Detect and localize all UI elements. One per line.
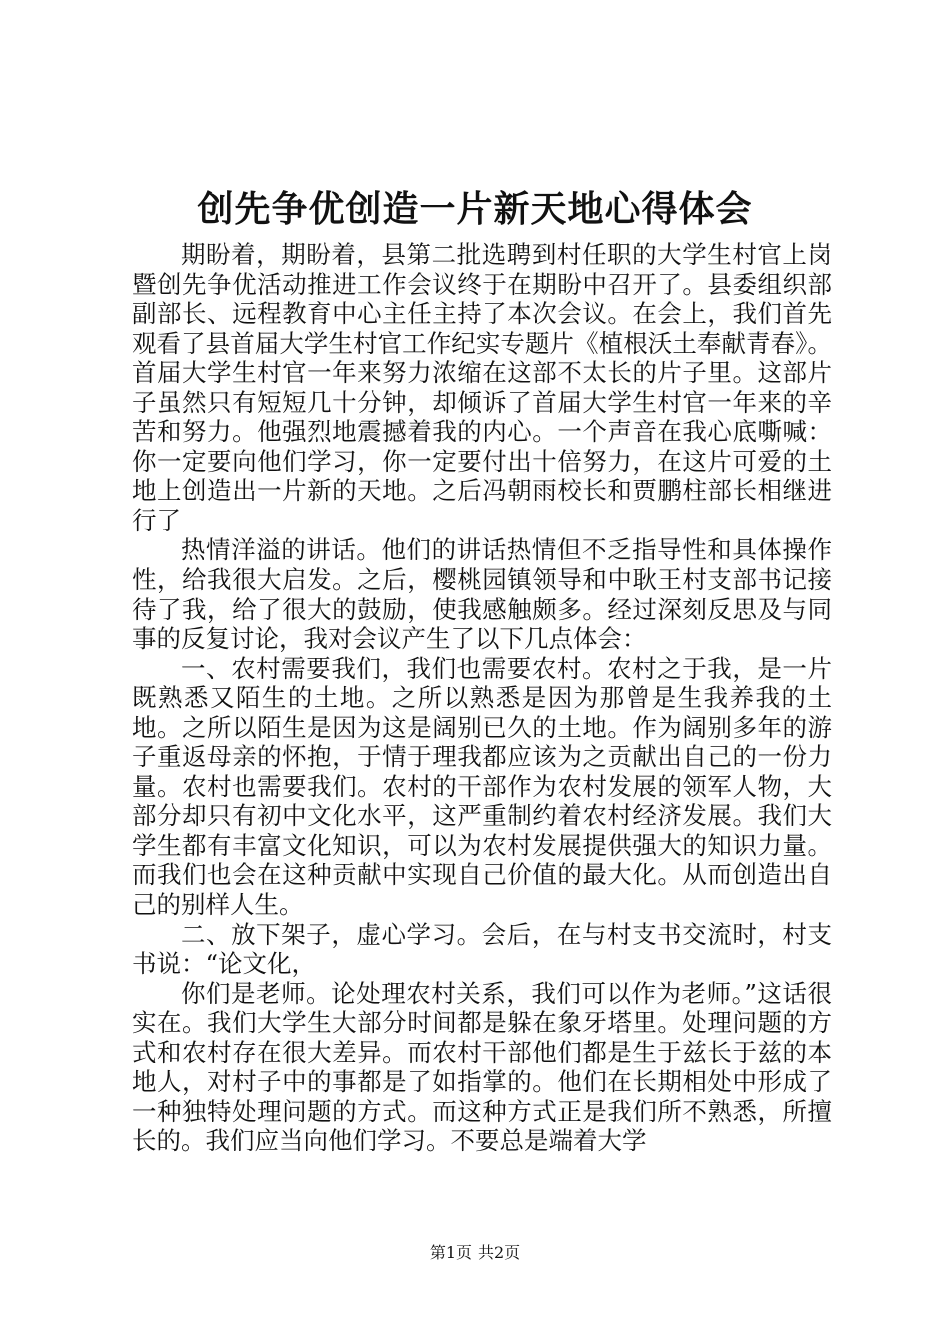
paragraph: 你们是老师。论处理农村关系，我们可以作为老师。”这话很实在。我们大学生大部分时间都是躲在象牙塔里。处理问题的方式和农村存在很大差异。而农村干部他们都是生于兹长于兹的本地人，对村子中的事都是了如指掌的。他们在长期相处中形成了一种独特处理问题的方式。而这种方式正是我们所不熟悉，所擅长的。我们应当向他们学习。不要总是端着大学 <box>132 978 832 1156</box>
page-total: 共2页 <box>478 1243 521 1262</box>
paragraph: 一、农村需要我们，我们也需要农村。农村之于我，是一片既熟悉又陌生的土地。之所以熟悉是因为那曾是生我养我的土地。之所以陌生是因为这是阔别已久的土地。作为阔别多年的游子重返母亲的怀抱，于情于理我都应该为之贡献出自己的一份力量。农村也需要我们。农村的干部作为农村发展的领军人物，大部分却只有初中文化水平，这严重制约着农村经济发展。我们大学生都有丰富文化知识，可以为农村发展提供强大的知识力量。而我们也会在这种贡献中实现自己价值的最大化。从而创造出自己的别样人生。 <box>132 653 832 920</box>
paragraph: 二、放下架子，虚心学习。会后，在与村支书交流时，村支书说：“论文化， <box>132 919 832 979</box>
page-number: 第1页 <box>429 1243 472 1262</box>
paragraph: 期盼着，期盼着，县第二批选聘到村任职的大学生村官上岗暨创先争优活动推进工作会议终于在期盼中召开了。县委组织部副部长、远程教育中心主任主持了本次会议。在会上，我们首先观看了县首届大学生村官工作纪实专题片《植根沃土奉献青春》。首届大学生村官一年来努力浓缩在这部不太长的片子里。这部片子虽然只有短短几十分钟，却倾诉了首届大学生村官一年来的辛苦和努力。他强烈地震撼着我的内心。一个声音在我心底嘶喊：你一定要向他们学习，你一定要付出十倍努力，在这片可爱的土地上创造出一片新的天地。之后冯朝雨校长和贾鹏柱部长相继进行了 <box>132 240 832 535</box>
document-title: 创先争优创造一片新天地心得体会 <box>197 188 753 230</box>
paragraph: 热情洋溢的讲话。他们的讲话热情但不乏指导性和具体操作性，给我很大启发。之后，樱桃园镇领导和中耿王村支部书记接待了我，给了很大的鼓励，使我感触颇多。经过深刻反思及与同事的反复讨论，我对会议产生了以下几点体会： <box>132 535 832 654</box>
document-body <box>132 240 832 1156</box>
page-footer <box>0 1242 950 1264</box>
